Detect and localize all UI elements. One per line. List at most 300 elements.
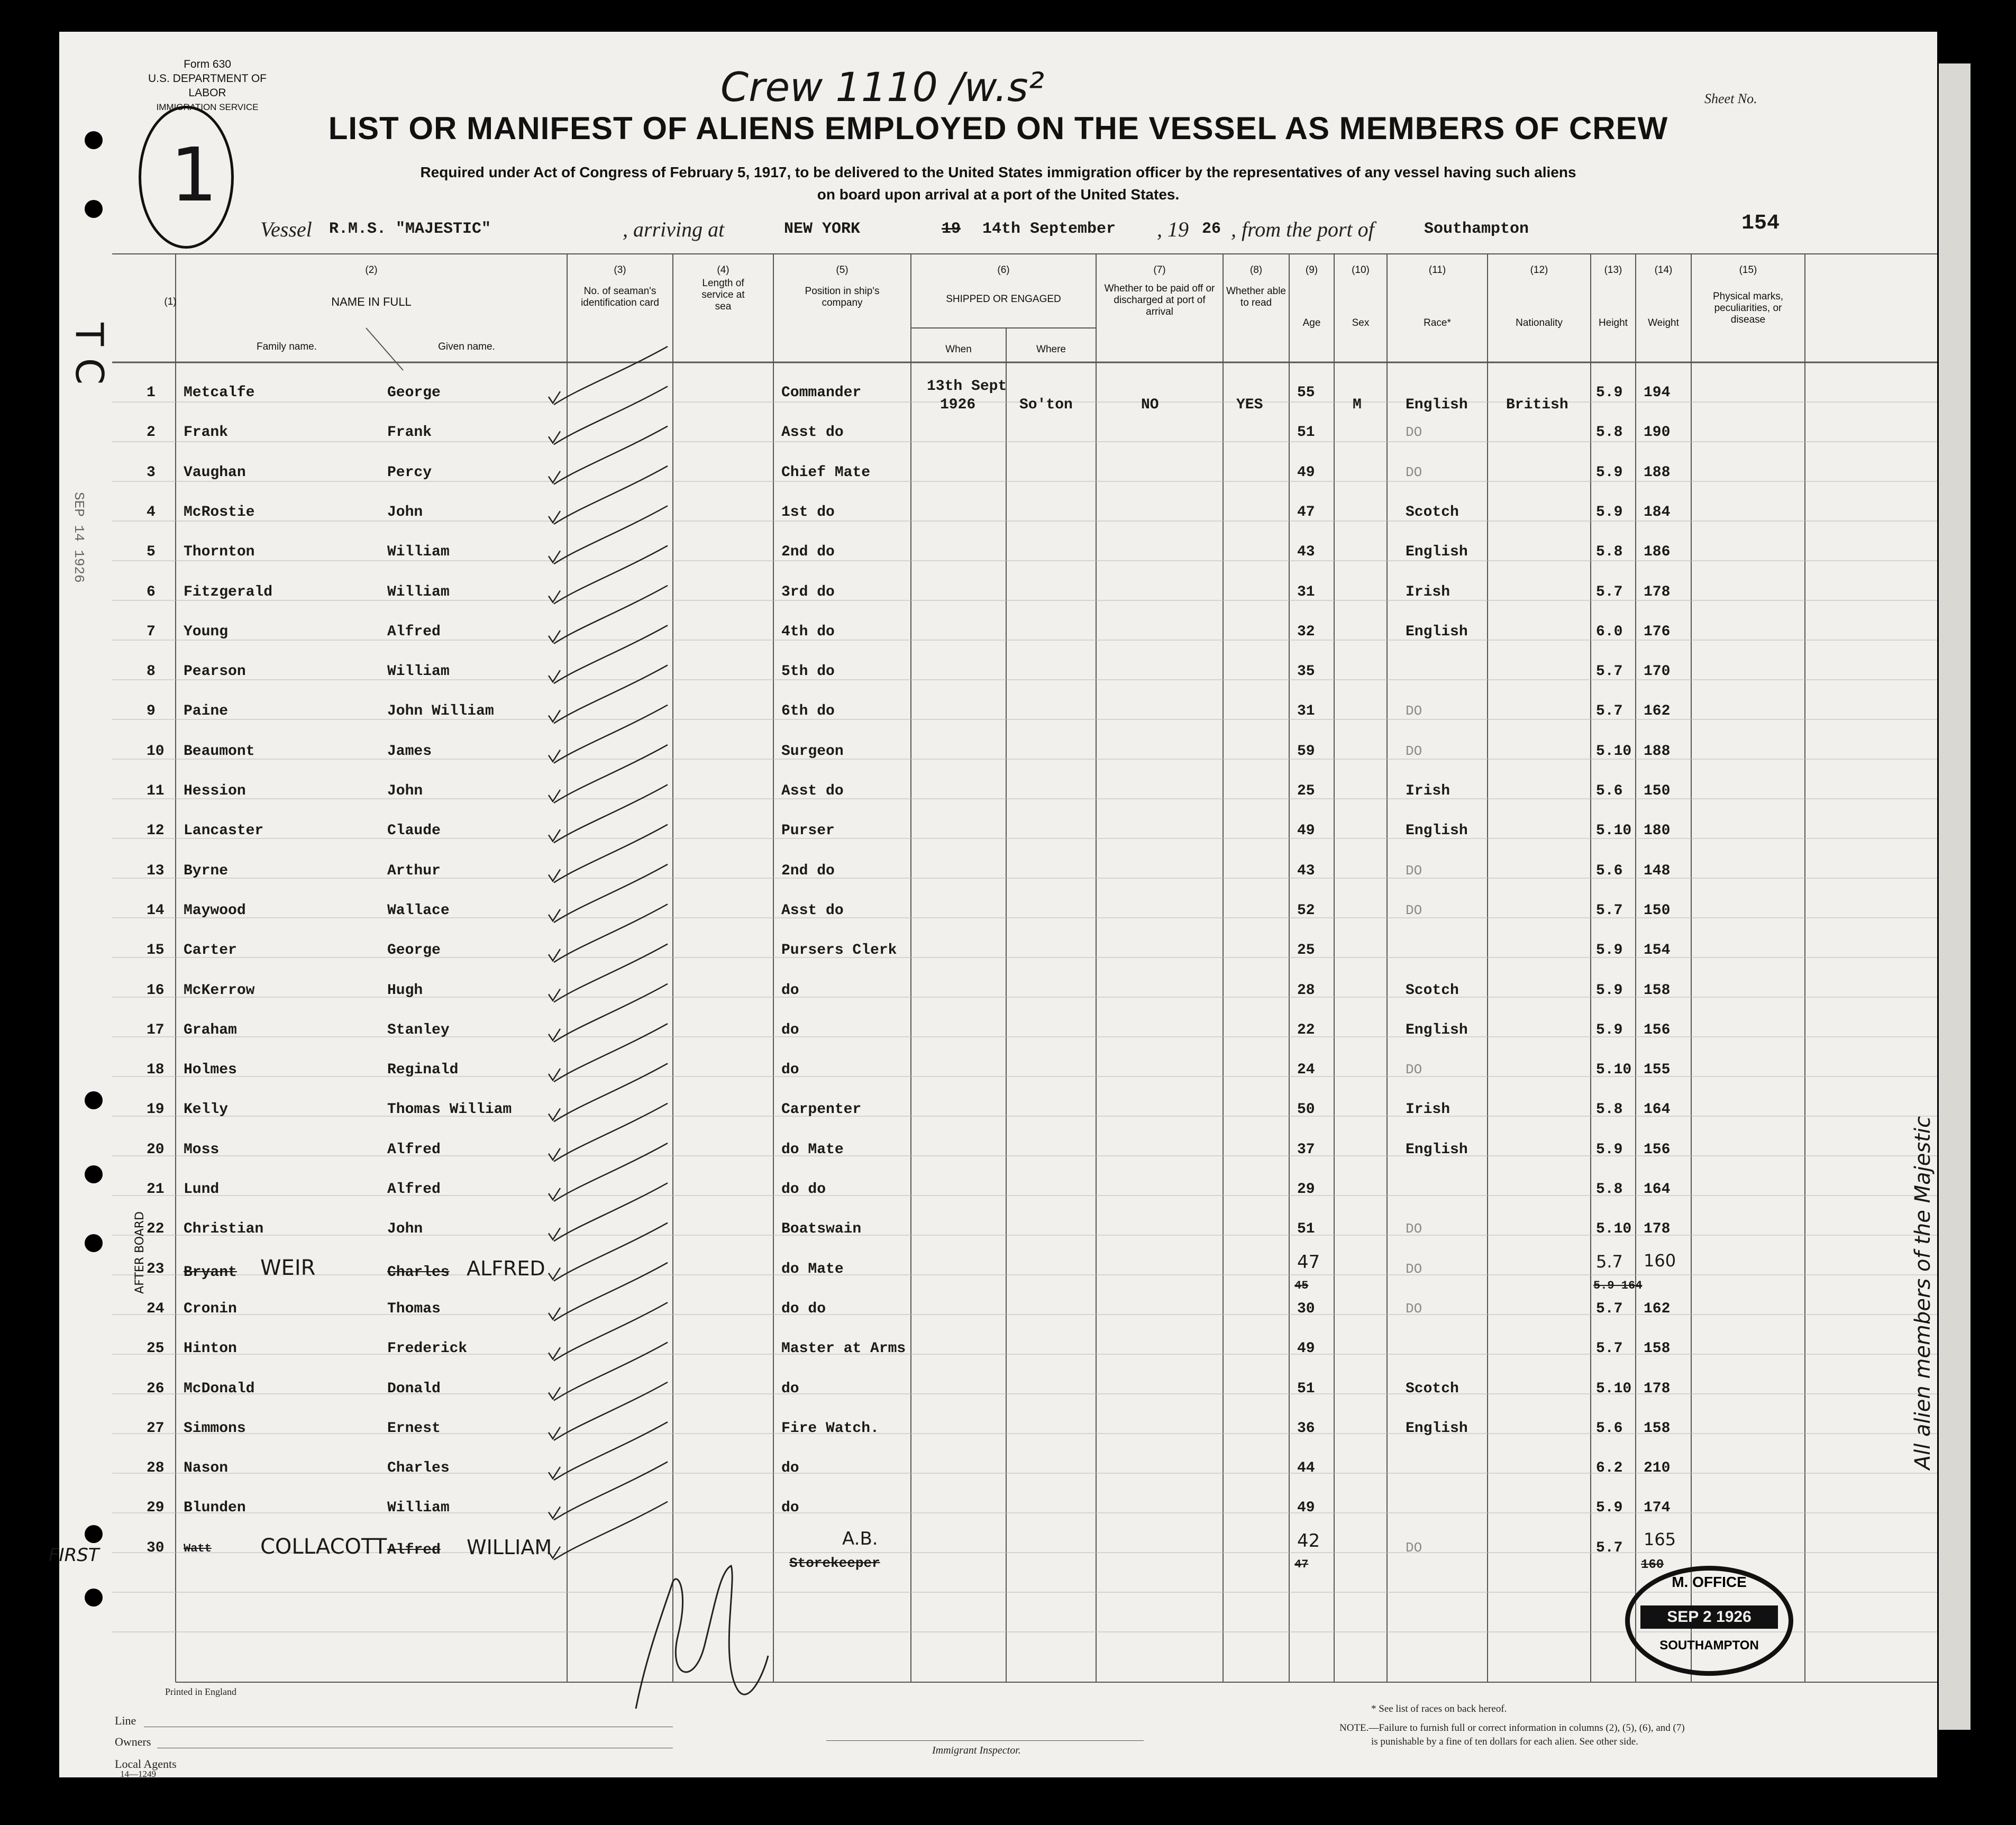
height: 5.9 — [1596, 504, 1623, 521]
given-name: George — [387, 942, 441, 959]
position: do — [781, 1381, 799, 1397]
weight: 160 — [1644, 1251, 1676, 1271]
position: Asst do — [781, 783, 844, 799]
given-name: Percy — [387, 464, 432, 481]
row-number: 6 — [147, 584, 156, 600]
service: IMMIGRATION SERVICE — [156, 102, 259, 112]
row-number: 1 — [147, 385, 156, 401]
given-name: Claude — [387, 823, 441, 839]
weight: 156 — [1644, 1142, 1671, 1158]
family-name-header: Family name. — [256, 341, 317, 352]
race: Scotch — [1406, 504, 1459, 521]
stamp-line1: M. OFFICE — [1672, 1574, 1747, 1590]
weight: 194 — [1644, 385, 1671, 401]
form-number: Form 630 — [184, 58, 231, 70]
given-name: Wallace — [387, 902, 450, 919]
age: 52 — [1297, 902, 1315, 919]
race: DO — [1406, 1540, 1422, 1556]
race: DO — [1406, 902, 1422, 918]
inspector-signature — [615, 1550, 784, 1724]
family-name: Young — [184, 624, 229, 640]
footer-local-agents: Local Agents — [115, 1757, 177, 1771]
age: 22 — [1297, 1022, 1315, 1038]
position: Chief Mate — [781, 464, 871, 481]
race: DO — [1406, 703, 1422, 719]
note-races: * See list of races on back hereof. — [1371, 1703, 1507, 1714]
given-name-header: Given name. — [438, 341, 495, 352]
from-port: Southampton — [1424, 220, 1529, 238]
col15-num: (15) — [1739, 264, 1757, 276]
family-name: Paine — [184, 703, 229, 719]
age: 49 — [1297, 823, 1315, 839]
age: 51 — [1297, 1381, 1315, 1397]
row-number: 2 — [147, 424, 156, 441]
race: English — [1406, 1420, 1468, 1437]
weight: 148 — [1644, 863, 1671, 879]
row-number: 26 — [147, 1381, 165, 1397]
given-name: Frank — [387, 424, 432, 441]
family-name: Nason — [184, 1460, 229, 1476]
position-header: Position in ship's company — [805, 286, 880, 308]
row-number: 12 — [147, 823, 165, 839]
position: Commander — [781, 385, 862, 401]
race: DO — [1406, 743, 1422, 759]
height: 5.6 — [1596, 783, 1623, 799]
row-number: 4 — [147, 504, 156, 521]
height: 5.7 — [1596, 663, 1623, 680]
race: Irish — [1406, 1101, 1451, 1118]
row1-when-year: 1926 — [940, 397, 976, 413]
note-fine-1: NOTE.—Failure to furnish full or correct information in columns (2), (5), (6), and (7) — [1339, 1722, 1685, 1733]
family-name: Carter — [184, 942, 237, 959]
family-name: Simmons — [184, 1420, 246, 1437]
row23-age-struck: 45 — [1294, 1279, 1309, 1292]
race: English — [1406, 544, 1468, 560]
position: do — [781, 1460, 799, 1476]
age: 55 — [1297, 385, 1315, 401]
row30-given-struck: Alfred — [387, 1542, 441, 1558]
weight: 162 — [1644, 703, 1671, 719]
height: 5.9 — [1596, 982, 1623, 999]
age: 42 — [1297, 1530, 1320, 1552]
weight: 184 — [1644, 504, 1671, 521]
family-name: Fitzgerald — [184, 584, 273, 600]
row1-where: So'ton — [1019, 397, 1073, 413]
given-name: William — [387, 584, 450, 600]
name-in-full-header: NAME IN FULL — [331, 295, 412, 308]
row23-margin-note: AFTER BOARD — [133, 1211, 147, 1294]
nationality-header: Nationality — [1516, 317, 1563, 328]
weight: 178 — [1644, 584, 1671, 600]
row-number: 27 — [147, 1420, 165, 1437]
row-number: 30 — [147, 1540, 165, 1556]
race: Irish — [1406, 584, 1451, 600]
footer-form-code: 14—1249 — [120, 1769, 156, 1779]
race: Irish — [1406, 783, 1451, 799]
arrival-year: 26 — [1202, 220, 1221, 238]
race: English — [1406, 1142, 1468, 1158]
given-name: Reginald — [387, 1062, 459, 1078]
weight: 165 — [1644, 1529, 1676, 1549]
age: 51 — [1297, 1221, 1315, 1237]
position: Surgeon — [781, 743, 844, 760]
age: 51 — [1297, 424, 1315, 441]
height: 5.7 — [1596, 1252, 1623, 1272]
weight: 154 — [1644, 942, 1671, 959]
race: Scotch — [1406, 1381, 1459, 1397]
row30-family-struck: Watt — [184, 1542, 212, 1555]
row-number: 15 — [147, 942, 165, 959]
row-number: 21 — [147, 1181, 165, 1198]
position: 1st do — [781, 504, 835, 521]
given-name: WILLIAM — [467, 1536, 552, 1559]
age: 24 — [1297, 1062, 1315, 1078]
weight: 150 — [1644, 783, 1671, 799]
age: 29 — [1297, 1181, 1315, 1198]
position: do do — [781, 1301, 826, 1317]
height: 5.7 — [1596, 703, 1623, 719]
position: Master at Arms — [781, 1340, 906, 1357]
age-header: Age — [1302, 317, 1321, 328]
row-number: 7 — [147, 624, 156, 640]
given-name: William — [387, 1500, 450, 1516]
given-name: Alfred — [387, 1181, 441, 1198]
row1-nationality: British — [1506, 397, 1568, 413]
row-number: 5 — [147, 544, 156, 560]
document-title: LIST OR MANIFEST OF ALIENS EMPLOYED ON THE VESSEL AS MEMBERS OF CREW — [328, 111, 1668, 146]
family-name: Pearson — [184, 663, 246, 680]
col14-num: (14) — [1654, 264, 1673, 276]
manifest-sheet — [49, 32, 1937, 1779]
position: do — [781, 982, 799, 999]
position: do Mate — [781, 1261, 844, 1278]
family-name: Hession — [184, 783, 246, 799]
weight: 150 — [1644, 902, 1671, 919]
age: 50 — [1297, 1101, 1315, 1118]
height: 5.9 — [1596, 464, 1623, 481]
age: 44 — [1297, 1460, 1315, 1476]
note-fine-2: is punishable by a fine of ten dollars for each alien. See other side. — [1371, 1736, 1638, 1747]
given-name: John — [387, 504, 423, 521]
stamp-line3: SOUTHAMPTON — [1659, 1638, 1759, 1653]
height: 5.6 — [1596, 1420, 1623, 1437]
side-date-stamp: SEP 14 1926 — [71, 492, 87, 583]
position: Purser — [781, 823, 835, 839]
family-name: Maywood — [184, 902, 246, 919]
weight: 188 — [1644, 743, 1671, 760]
date-struck: 19 — [942, 220, 961, 238]
height: 5.7 — [1596, 1340, 1623, 1357]
where-header: Where — [1036, 344, 1066, 355]
given-name: William — [387, 544, 450, 560]
height: 5.9 — [1596, 942, 1623, 959]
age: 47 — [1297, 504, 1315, 521]
weight: 180 — [1644, 823, 1671, 839]
position: 5th do — [781, 663, 835, 680]
printed-in: Printed in England — [165, 1686, 236, 1697]
given-name: Thomas William — [387, 1101, 512, 1118]
row-number: 8 — [147, 663, 156, 680]
family-name: Holmes — [184, 1062, 237, 1078]
age: 35 — [1297, 663, 1315, 680]
height: 6.0 — [1596, 624, 1623, 640]
row-number: 24 — [147, 1301, 165, 1317]
id-card-header: No. of seaman's identification card — [581, 286, 659, 308]
age: 49 — [1297, 1340, 1315, 1357]
height: 5.10 — [1596, 743, 1632, 760]
row-number: 20 — [147, 1142, 165, 1158]
inspector-rule — [826, 1740, 1144, 1741]
sex-header: Sex — [1352, 317, 1370, 328]
col5-num: (5) — [836, 264, 849, 276]
height: 5.8 — [1596, 1181, 1623, 1198]
row23-hw-struck: 5.9 164 — [1593, 1279, 1643, 1292]
row-number: 10 — [147, 743, 165, 760]
row1-paid: NO — [1141, 397, 1159, 413]
row-number: 11 — [147, 783, 165, 799]
row30-position-struck: Storekeeper — [789, 1555, 880, 1571]
handwritten-crew-note: Crew 1110 /w.s² — [720, 63, 1045, 111]
height: 5.7 — [1596, 584, 1623, 600]
arriving-label: , arriving at — [623, 217, 725, 241]
col10-num: (10) — [1352, 264, 1370, 276]
race: English — [1406, 624, 1468, 640]
row23-family-struck: Bryant — [184, 1264, 237, 1281]
weight: 156 — [1644, 1022, 1671, 1038]
col9-num: (9) — [1305, 264, 1318, 276]
height: 5.6 — [1596, 863, 1623, 879]
family-name: Kelly — [184, 1101, 229, 1118]
position: do do — [781, 1181, 826, 1198]
age: 31 — [1297, 703, 1315, 719]
footer-line: Line — [115, 1714, 136, 1727]
given-name: Hugh — [387, 982, 423, 999]
row30-age-struck: 47 — [1294, 1558, 1309, 1571]
given-name: Donald — [387, 1381, 441, 1397]
vessel-name: R.M.S. "MAJESTIC" — [329, 220, 491, 238]
weight: 162 — [1644, 1301, 1671, 1317]
height: 5.10 — [1596, 1381, 1632, 1397]
col1-num: (1) — [164, 296, 177, 307]
age: 49 — [1297, 464, 1315, 481]
given-name: Arthur — [387, 863, 441, 879]
weight: 178 — [1644, 1221, 1671, 1237]
given-name: James — [387, 743, 432, 760]
height: 5.8 — [1596, 1101, 1623, 1118]
weight: 158 — [1644, 982, 1671, 999]
position: Asst do — [781, 424, 844, 441]
family-name: McDonald — [184, 1381, 255, 1397]
right-margin-note: All alien members of the Majestic — [1911, 1116, 1935, 1470]
shipped-header: SHIPPED OR ENGAGED — [946, 294, 1061, 305]
arrival-port: NEW YORK — [784, 220, 861, 238]
weight: 186 — [1644, 544, 1671, 560]
col11-num: (11) — [1428, 264, 1446, 276]
length-service-header: Length of service at sea — [701, 278, 745, 312]
age: 49 — [1297, 1500, 1315, 1516]
sheet-label: Sheet No. — [1704, 91, 1757, 106]
col7-num: (7) — [1153, 264, 1166, 276]
race-header: Race* — [1424, 317, 1451, 328]
circled-number-text: 1 — [170, 132, 218, 218]
row-number: 19 — [147, 1101, 165, 1118]
family-name: Metcalfe — [184, 385, 255, 401]
weight: 174 — [1644, 1500, 1671, 1516]
page-number: 154 — [1741, 212, 1780, 235]
weight-header: Weight — [1648, 317, 1679, 328]
weight: 164 — [1644, 1181, 1671, 1198]
arrival-date: 14th September — [982, 220, 1116, 238]
height: 5.9 — [1596, 1142, 1623, 1158]
given-name: John — [387, 1221, 423, 1237]
age: 30 — [1297, 1301, 1315, 1317]
able-read-header: Whether able to read — [1226, 286, 1286, 308]
age: 25 — [1297, 942, 1315, 959]
margin-letters: T C — [67, 323, 112, 385]
race: English — [1406, 1022, 1468, 1038]
height-header: Height — [1599, 317, 1628, 328]
col6-num: (6) — [997, 264, 1010, 276]
height: 5.9 — [1596, 1500, 1623, 1516]
family-name: Byrne — [184, 863, 229, 879]
footer-owners: Owners — [115, 1735, 151, 1748]
family-name: Beaumont — [184, 743, 255, 760]
col13-num: (13) — [1604, 264, 1622, 276]
given-name: Thomas — [387, 1301, 441, 1317]
stamp-line2: SEP 2 1926 — [1640, 1605, 1778, 1629]
weight: 210 — [1644, 1460, 1671, 1476]
subtitle-line1: Required under Act of Congress of February 5, 1917, to be delivered to the United States immigration officer by the representatives of any vessel having such aliens — [420, 164, 1576, 180]
first-mark: FIRST — [49, 1545, 99, 1566]
family-name: Lancaster — [184, 823, 264, 839]
race: DO — [1406, 1062, 1422, 1078]
race: Scotch — [1406, 982, 1459, 999]
family-name: Blunden — [184, 1500, 246, 1516]
family-name: Hinton — [184, 1340, 237, 1357]
position: 4th do — [781, 624, 835, 640]
family-name: Thornton — [184, 544, 255, 560]
position: do — [781, 1022, 799, 1038]
height: 5.9 — [1596, 1022, 1623, 1038]
weight: 178 — [1644, 1381, 1671, 1397]
height: 5.10 — [1596, 1062, 1632, 1078]
row-number: 28 — [147, 1460, 165, 1476]
family-name: McRostie — [184, 504, 255, 521]
age: 36 — [1297, 1420, 1315, 1437]
row-number: 13 — [147, 863, 165, 879]
weight: 158 — [1644, 1420, 1671, 1437]
position: 2nd do — [781, 544, 835, 560]
age: 43 — [1297, 863, 1315, 879]
row-number: 25 — [147, 1340, 165, 1357]
race: DO — [1406, 1221, 1422, 1237]
row23-given-struck: Charles — [387, 1264, 450, 1281]
given-name: John — [387, 783, 423, 799]
position: do — [781, 1062, 799, 1078]
weight: 158 — [1644, 1340, 1671, 1357]
col2-num: (2) — [365, 264, 378, 276]
row30-weight-struck: 160 — [1641, 1558, 1664, 1572]
position: Boatswain — [781, 1221, 862, 1237]
col8-num: (8) — [1249, 264, 1263, 276]
given-name: Charles — [387, 1460, 450, 1476]
row-number: 18 — [147, 1062, 165, 1078]
age: 25 — [1297, 783, 1315, 799]
race: DO — [1406, 424, 1422, 440]
race: DO — [1406, 863, 1422, 879]
position: Carpenter — [781, 1101, 862, 1118]
family-name: Frank — [184, 424, 229, 441]
race: DO — [1406, 1301, 1422, 1317]
family-name: Vaughan — [184, 464, 246, 481]
col4-num: (4) — [717, 264, 729, 276]
row-number: 22 — [147, 1221, 165, 1237]
position: 6th do — [781, 703, 835, 719]
height: 5.7 — [1596, 1301, 1623, 1317]
position: 2nd do — [781, 863, 835, 879]
row1-read: YES — [1236, 397, 1263, 413]
vessel-label: Vessel — [260, 217, 312, 241]
from-label: , from the port of — [1231, 217, 1374, 241]
paper-edge — [1937, 63, 1971, 1730]
family-name: COLLACOTT — [260, 1535, 387, 1559]
race: DO — [1406, 464, 1422, 480]
col12-num: (12) — [1530, 264, 1548, 276]
position: do Mate — [781, 1142, 844, 1158]
family-name: Christian — [184, 1221, 264, 1237]
age: 32 — [1297, 624, 1315, 640]
height: 6.2 — [1596, 1460, 1623, 1476]
given-name: Alfred — [387, 624, 441, 640]
position: 3rd do — [781, 584, 835, 600]
paid-off-header: Whether to be paid off or discharged at port of arrival — [1104, 283, 1215, 317]
department: U.S. DEPARTMENT OF LABOR — [148, 72, 267, 99]
row1-when: 13th Sept — [927, 378, 1007, 395]
age: 28 — [1297, 982, 1315, 999]
office-stamp — [1625, 1566, 1793, 1676]
race: DO — [1406, 1261, 1422, 1277]
age: 43 — [1297, 544, 1315, 560]
age: 47 — [1297, 1252, 1320, 1273]
height: 5.8 — [1596, 544, 1623, 560]
weight: 190 — [1644, 424, 1671, 441]
row-number: 23 — [147, 1261, 165, 1278]
given-name: Stanley — [387, 1022, 450, 1038]
height: 5.7 — [1596, 1540, 1623, 1556]
row-number: 16 — [147, 982, 165, 999]
family-name: WEIR — [260, 1256, 316, 1280]
year-prefix: , 19 — [1157, 217, 1189, 241]
row-number: 3 — [147, 464, 156, 481]
given-name: Ernest — [387, 1420, 441, 1437]
when-header: When — [945, 344, 972, 355]
family-name: Moss — [184, 1142, 220, 1158]
age: 31 — [1297, 584, 1315, 600]
given-name: George — [387, 385, 441, 401]
given-name: Alfred — [387, 1142, 441, 1158]
weight: 188 — [1644, 464, 1671, 481]
row-number: 17 — [147, 1022, 165, 1038]
inspector-label: Immigrant Inspector. — [932, 1745, 1021, 1756]
height: 5.9 — [1596, 385, 1623, 401]
height: 5.8 — [1596, 424, 1623, 441]
row1-race: English — [1406, 397, 1468, 413]
position: A.B. — [842, 1528, 878, 1549]
given-name: William — [387, 663, 450, 680]
age: 59 — [1297, 743, 1315, 760]
weight: 164 — [1644, 1101, 1671, 1118]
row-number: 9 — [147, 703, 156, 719]
